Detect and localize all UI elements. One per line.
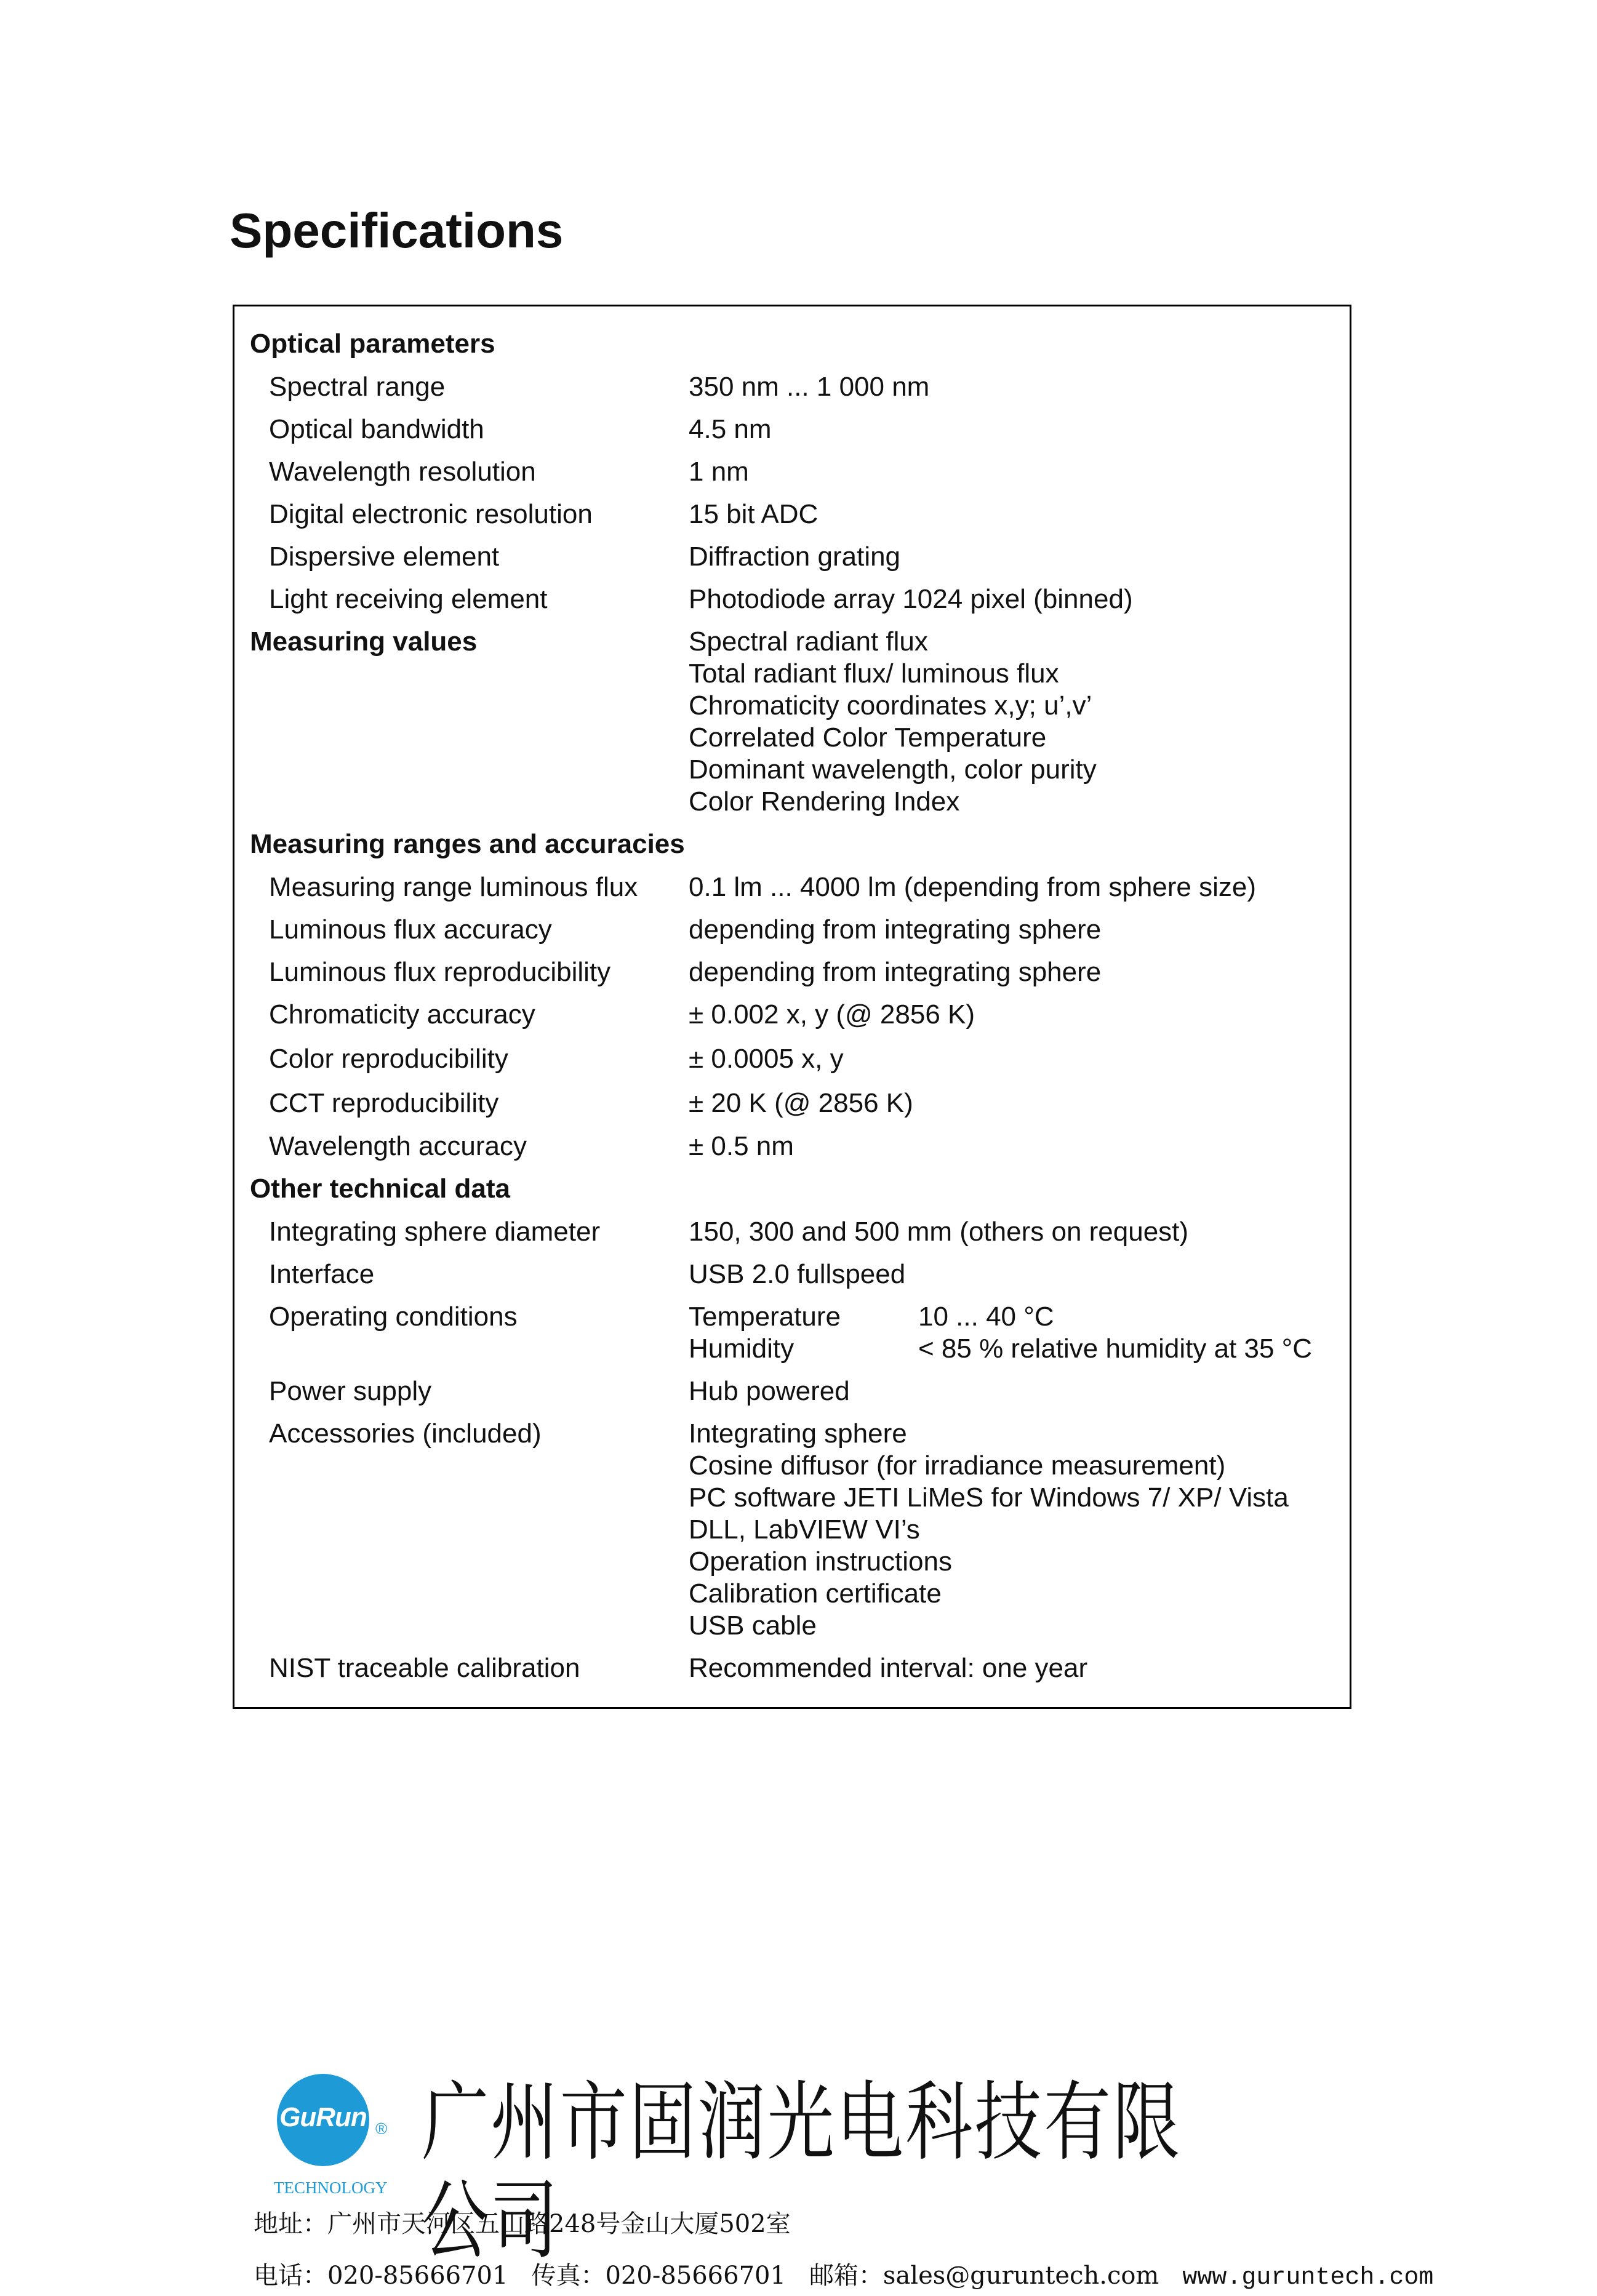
list-item: Spectral radiant flux (689, 626, 928, 657)
spec-label: Luminous flux accuracy (269, 914, 552, 945)
spec-value: 150, 300 and 500 mm (others on request) (689, 1217, 1189, 1247)
section-heading-other: Other technical data (250, 1174, 511, 1204)
spec-value: depending from integrating sphere (689, 914, 1102, 945)
spec-label: Dispersive element (269, 542, 500, 572)
spec-value: ± 0.0005 x, y (689, 1044, 844, 1074)
company-name: 广州市固润光电科技有限公司 (422, 2073, 1182, 2271)
company-address: 地址：广州市天河区五山路248号金山大厦502室 (254, 2210, 791, 2238)
section-heading-measuring-values: Measuring values (250, 626, 478, 657)
list-item: Correlated Color Temperature (689, 722, 1047, 753)
spec-row (250, 999, 1333, 1043)
spec-label: Operating conditions (269, 1302, 518, 1332)
gurun-logo (277, 2074, 369, 2166)
email-address[interactable]: 邮箱：sales@guruntech.com (809, 2262, 1159, 2290)
logo-text: GuRun (279, 2102, 367, 2132)
page-title: Specifications (230, 203, 564, 258)
spec-row (250, 871, 1333, 914)
list-item: Total radiant flux/ luminous flux (689, 658, 1059, 689)
spec-value: Hub powered (689, 1376, 850, 1406)
list-item: DLL, LabVIEW VI’s (689, 1514, 920, 1545)
spec-label: Integrating sphere diameter (269, 1217, 601, 1247)
spec-row (250, 583, 1333, 626)
website-link[interactable]: www.guruntech.com (1182, 2264, 1434, 2292)
spec-value: depending from integrating sphere (689, 957, 1102, 987)
spec-row-accessories (250, 1418, 1333, 1652)
spec-label: Power supply (269, 1376, 432, 1406)
contact-line (254, 2256, 1457, 2292)
list-item: Cosine diffusor (for irradiance measurement) (689, 1450, 1226, 1481)
spec-row (250, 956, 1333, 999)
spec-label: Digital electronic resolution (269, 499, 593, 529)
spec-row (250, 541, 1333, 583)
spec-label: NIST traceable calibration (269, 1653, 580, 1683)
spec-row (250, 1258, 1333, 1301)
spec-label: Color reproducibility (269, 1044, 508, 1074)
spec-value: 4.5 nm (689, 414, 772, 444)
registered-mark: ® (375, 2119, 388, 2138)
spec-row (250, 456, 1333, 498)
spec-row (250, 1375, 1333, 1418)
sub-row-temperature (689, 1301, 1333, 1333)
spec-label: CCT reproducibility (269, 1088, 499, 1118)
spec-value: 350 nm ... 1 000 nm (689, 372, 930, 402)
spec-label: Wavelength resolution (269, 457, 536, 487)
list-item: Calibration certificate (689, 1578, 942, 1609)
section-heading-ranges: Measuring ranges and accuracies (250, 829, 685, 859)
spec-value-sublist (689, 1301, 1333, 1365)
list-item: USB cable (689, 1610, 817, 1641)
spec-label: Chromaticity accuracy (269, 999, 535, 1030)
fax-number: 传真：020-85666701 (531, 2262, 786, 2290)
sub-value: 10 ... 40 °C (918, 1302, 1054, 1332)
sub-key: Temperature (689, 1302, 841, 1332)
list-item: Operation instructions (689, 1546, 952, 1577)
phone-number: 电话：020-85666701 (254, 2262, 508, 2290)
sub-value: < 85 % relative humidity at 35 °C (918, 1334, 1313, 1364)
list-item: Chromaticity coordinates x,y; u’,v’ (689, 690, 1092, 721)
spec-value: ± 0.002 x, y (@ 2856 K) (689, 999, 975, 1030)
spec-row (250, 914, 1333, 956)
spec-row (250, 414, 1333, 456)
specifications-table (233, 305, 1351, 1709)
spec-value: ± 0.5 nm (689, 1131, 794, 1161)
spec-label: Light receiving element (269, 584, 548, 614)
spec-label: Interface (269, 1259, 375, 1289)
list-item: PC software JETI LiMeS for Windows 7/ XP/ Vista (689, 1482, 1289, 1513)
spec-row (250, 371, 1333, 414)
list-item: Color Rendering Index (689, 786, 960, 817)
spec-label: Measuring range luminous flux (269, 872, 638, 902)
list-item: Integrating sphere (689, 1418, 907, 1449)
spec-value: Photodiode array 1024 pixel (binned) (689, 584, 1133, 614)
spec-label: Accessories (included) (269, 1418, 542, 1449)
spec-value: USB 2.0 fullspeed (689, 1259, 906, 1289)
section-heading-optical: Optical parameters (250, 329, 495, 359)
company-footer (246, 2073, 1434, 2292)
spec-row (250, 1087, 1333, 1130)
list-item: Dominant wavelength, color purity (689, 754, 1097, 785)
spec-row (250, 1130, 1333, 1173)
spec-row (250, 1652, 1333, 1695)
spec-label: Spectral range (269, 372, 446, 402)
spec-value: ± 20 K (@ 2856 K) (689, 1088, 913, 1118)
spec-row-measuring-values (250, 626, 1333, 828)
spec-value: 1 nm (689, 457, 749, 487)
spec-row (250, 498, 1333, 541)
spec-label: Optical bandwidth (269, 414, 484, 444)
spec-label: Wavelength accuracy (269, 1131, 527, 1161)
sub-key: Humidity (689, 1334, 794, 1364)
spec-row (250, 1216, 1333, 1258)
spec-value-list (689, 1418, 1333, 1642)
spec-row-operating-conditions (250, 1301, 1333, 1375)
sub-row-humidity (689, 1333, 1333, 1365)
spec-value: Recommended interval: one year (689, 1653, 1088, 1683)
spec-value: 0.1 lm ... 4000 lm (depending from sphere size) (689, 872, 1257, 902)
specifications-body (250, 328, 1333, 1695)
spec-value-list (689, 626, 1333, 818)
spec-value: Diffraction grating (689, 542, 901, 572)
spec-row (250, 1043, 1333, 1087)
spec-label: Luminous flux reproducibility (269, 957, 611, 987)
logo-subtitle: TECHNOLOGY (274, 2178, 388, 2197)
spec-value: 15 bit ADC (689, 499, 819, 529)
